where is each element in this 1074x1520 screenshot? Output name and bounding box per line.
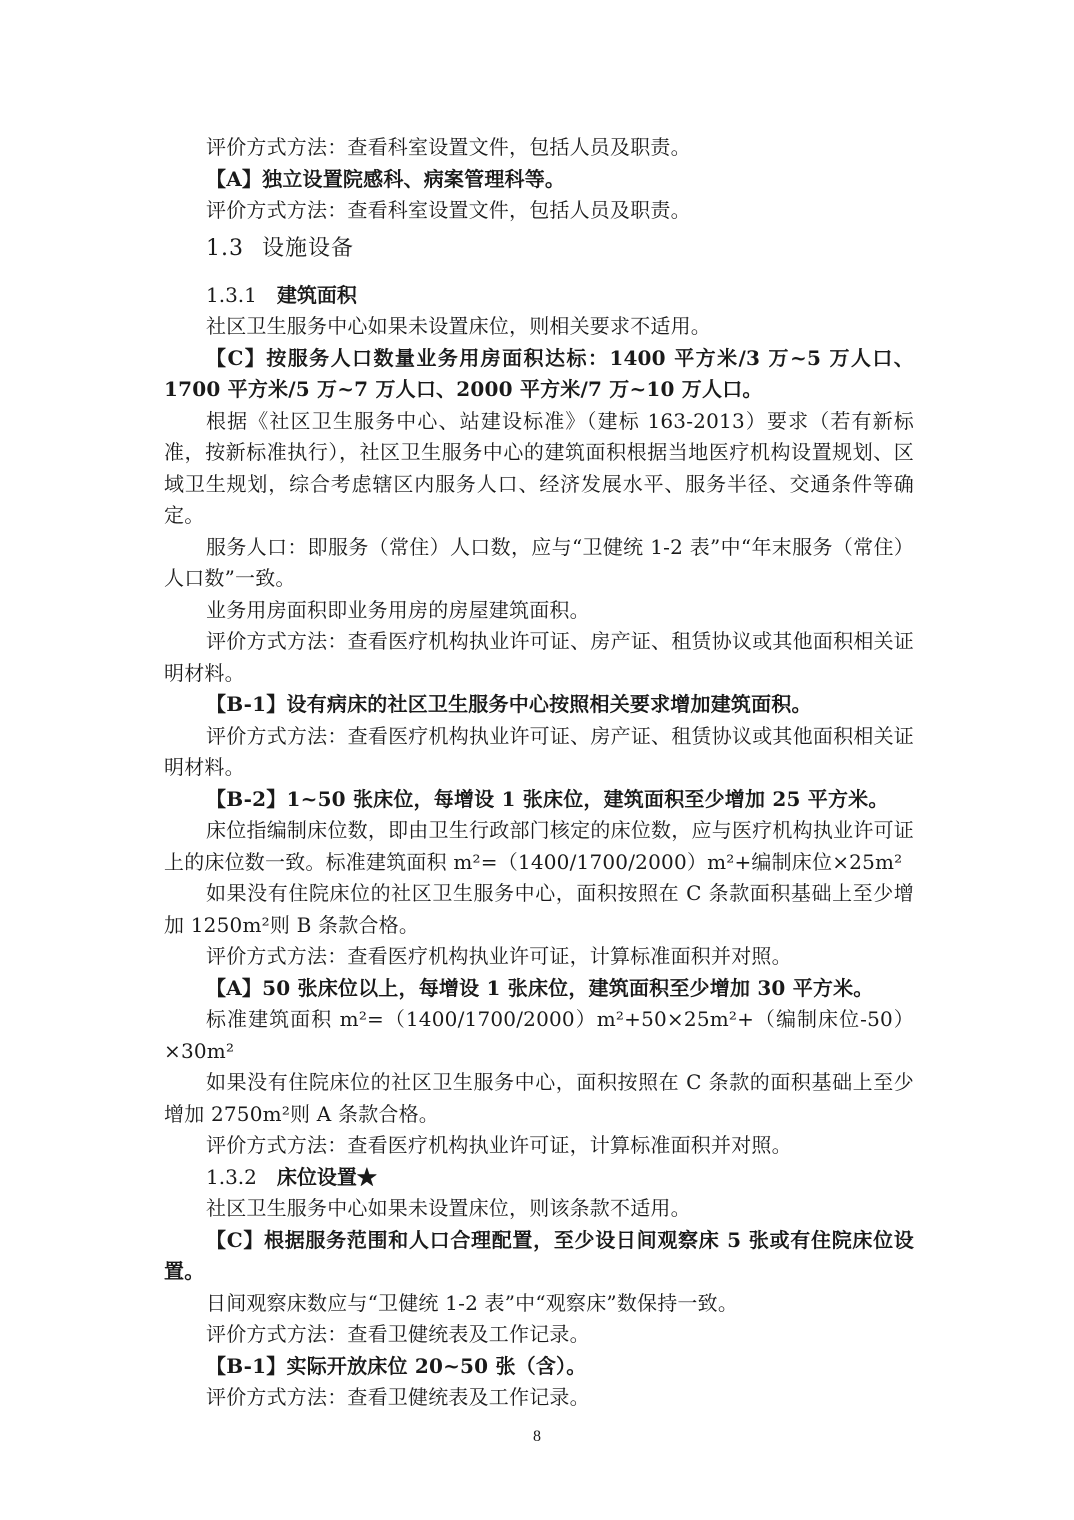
- criterion-a: 【A】独立设置院感科、病案管理科等。: [206, 166, 566, 191]
- page-number: 8: [533, 1428, 541, 1445]
- paragraph: 评价方式方法：查看科室设置文件，包括人员及职责。: [206, 135, 691, 159]
- paragraph: 如果没有住院床位的社区卫生服务中心，面积按照在 C 条款面积基础上至少增加 1250m²则 B 条款合格。: [164, 881, 914, 937]
- criterion-c: 【C】按服务人口数量业务用房面积达标：1400 平方米/3 万~5 万人口、1700 平方米/5 万~7 万人口、2000 平方米/7 万~10 万人口。: [164, 345, 914, 401]
- paragraph: 床位指编制床位数，即由卫生行政部门核定的床位数，应与医疗机构执业许可证上的床位数一致。标准建筑面积 m²=（1400/1700/2000）m²+编制床位×25m²: [164, 818, 914, 874]
- paragraph: 社区卫生服务中心如果未设置床位，则相关要求不适用。: [206, 314, 711, 338]
- paragraph: 如果没有住院床位的社区卫生服务中心，面积按照在 C 条款的面积基础上至少增加 2750m²则 A 条款合格。: [164, 1070, 914, 1126]
- document-body: [164, 132, 914, 1414]
- criterion-c: 【C】根据服务范围和人口合理配置，至少设日间观察床 5 张或有住院床位设置。: [164, 1227, 914, 1283]
- criterion-b1: 【B-1】设有病床的社区卫生服务中心按照相关要求增加建筑面积。: [206, 692, 812, 716]
- paragraph: 评价方式方法：查看医疗机构执业许可证、房产证、租赁协议或其他面积相关证明材料。: [164, 723, 914, 779]
- subsection-title: 床位设置★: [276, 1164, 377, 1189]
- section-number: 1.3: [206, 235, 244, 261]
- paragraph: 评价方式方法：查看医疗机构执业许可证，计算标准面积并对照。: [206, 944, 792, 968]
- paragraph: 服务人口：即服务（常住）人口数，应与“卫健统 1-2 表”中“年末服务（常住）人口数”一致。: [164, 534, 914, 590]
- paragraph: 日间观察床数应与“卫健统 1-2 表”中“观察床”数保持一致。: [206, 1290, 739, 1315]
- paragraph: 业务用房面积即业务用房的房屋建筑面积。: [206, 597, 590, 622]
- paragraph: 社区卫生服务中心如果未设置床位，则该条款不适用。: [206, 1196, 691, 1220]
- paragraph: 评价方式方法：查看医疗机构执业许可证，计算标准面积并对照。: [206, 1133, 792, 1157]
- paragraph: 评价方式方法：查看科室设置文件，包括人员及职责。: [206, 198, 691, 222]
- subsection-title: 建筑面积: [276, 282, 357, 307]
- paragraph: 评价方式方法：查看卫健统表及工作记录。: [206, 1322, 590, 1346]
- section-heading: [164, 233, 914, 264]
- criterion-b1: 【B-1】实际开放床位 20~50 张（含）。: [206, 1353, 587, 1378]
- paragraph: 根据《社区卫生服务中心、站建设标准》（建标 163-2013）要求（若有新标准，按新标准执行），社区卫生服务中心的建筑面积根据当地医疗机构设置规划、区域卫生规划，综合考虑辖区内服务人口、经济发展水平、服务半径、交通条件等确定。: [164, 408, 914, 527]
- paragraph: 评价方式方法：查看卫健统表及工作记录。: [206, 1385, 590, 1409]
- paragraph: 标准建筑面积 m²=（1400/1700/2000）m²+50×25m²+（编制床位-50）×30m²: [164, 1007, 914, 1063]
- subsection-number: 1.3.2: [206, 1164, 257, 1189]
- criterion-b2: 【B-2】1~50 张床位，每增设 1 张床位，建筑面积至少增加 25 平方米。: [206, 786, 889, 811]
- subsection-number: 1.3.1: [206, 282, 257, 307]
- section-title: 设施设备: [262, 235, 355, 261]
- subsection-heading: [164, 1162, 914, 1194]
- subsection-heading: [164, 280, 914, 312]
- criterion-a: 【A】50 张床位以上，每增设 1 张床位，建筑面积至少增加 30 平方米。: [206, 975, 874, 1000]
- paragraph: 评价方式方法：查看医疗机构执业许可证、房产证、租赁协议或其他面积相关证明材料。: [164, 629, 914, 685]
